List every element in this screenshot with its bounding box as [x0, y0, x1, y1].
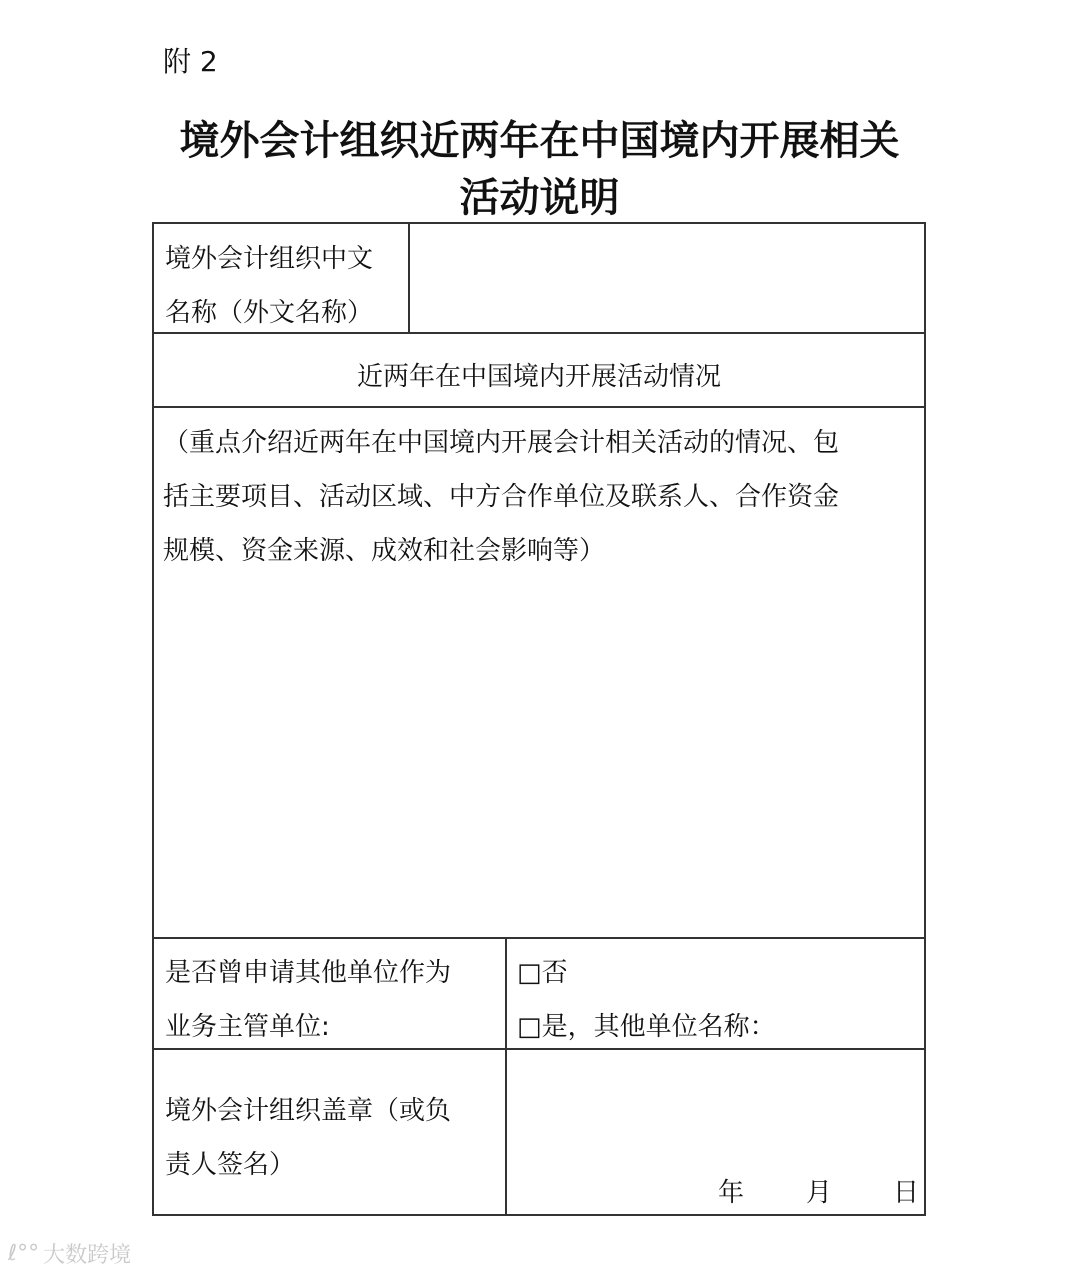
document-title — [0, 112, 1079, 226]
supervisor-label: 是否曾申请其他单位作为 业务主管单位: — [165, 958, 452, 1042]
date-year: 年 — [718, 1178, 745, 1208]
org-name-field[interactable] — [412, 224, 924, 332]
title-line-1: 境外会计组织近两年在中国境内开展相关 — [179, 117, 900, 164]
section-header: 近两年在中国境内开展活动情况 — [356, 362, 721, 392]
attachment-label: 附 2 — [163, 45, 218, 78]
date-day: 日 — [893, 1178, 920, 1208]
watermark — [8, 1238, 131, 1269]
seal-signature-field[interactable] — [509, 1050, 924, 1168]
org-name-label: 境外会计组织中文 名称（外文名称） — [165, 244, 374, 328]
option-no-checkbox[interactable]: □否 — [517, 958, 568, 988]
watermark-logo-icon: ℓ°° — [8, 1241, 40, 1266]
date-month: 月 — [806, 1178, 833, 1208]
watermark-text: 大数跨境 — [43, 1243, 132, 1268]
col-divider-name — [408, 222, 410, 334]
row-divider-2 — [152, 406, 926, 408]
description-instructions: （重点介绍近两年在中国境内开展会计相关活动的情况、包 括主要项目、活动区域、中方合作单位及联系人、合作资金 规模、资金来源、成效和社会影响等） — [163, 428, 840, 566]
title-line-2: 活动说明 — [459, 174, 620, 221]
supervisor-options — [517, 946, 776, 1054]
option-yes-checkbox[interactable]: □是，其他单位名称： — [517, 1012, 776, 1042]
activity-description-field[interactable] — [154, 575, 924, 935]
row-divider-3 — [152, 937, 926, 939]
col-divider-bottom — [505, 937, 507, 1216]
seal-label: 境外会计组织盖章（或负 责人签名） — [165, 1096, 452, 1180]
